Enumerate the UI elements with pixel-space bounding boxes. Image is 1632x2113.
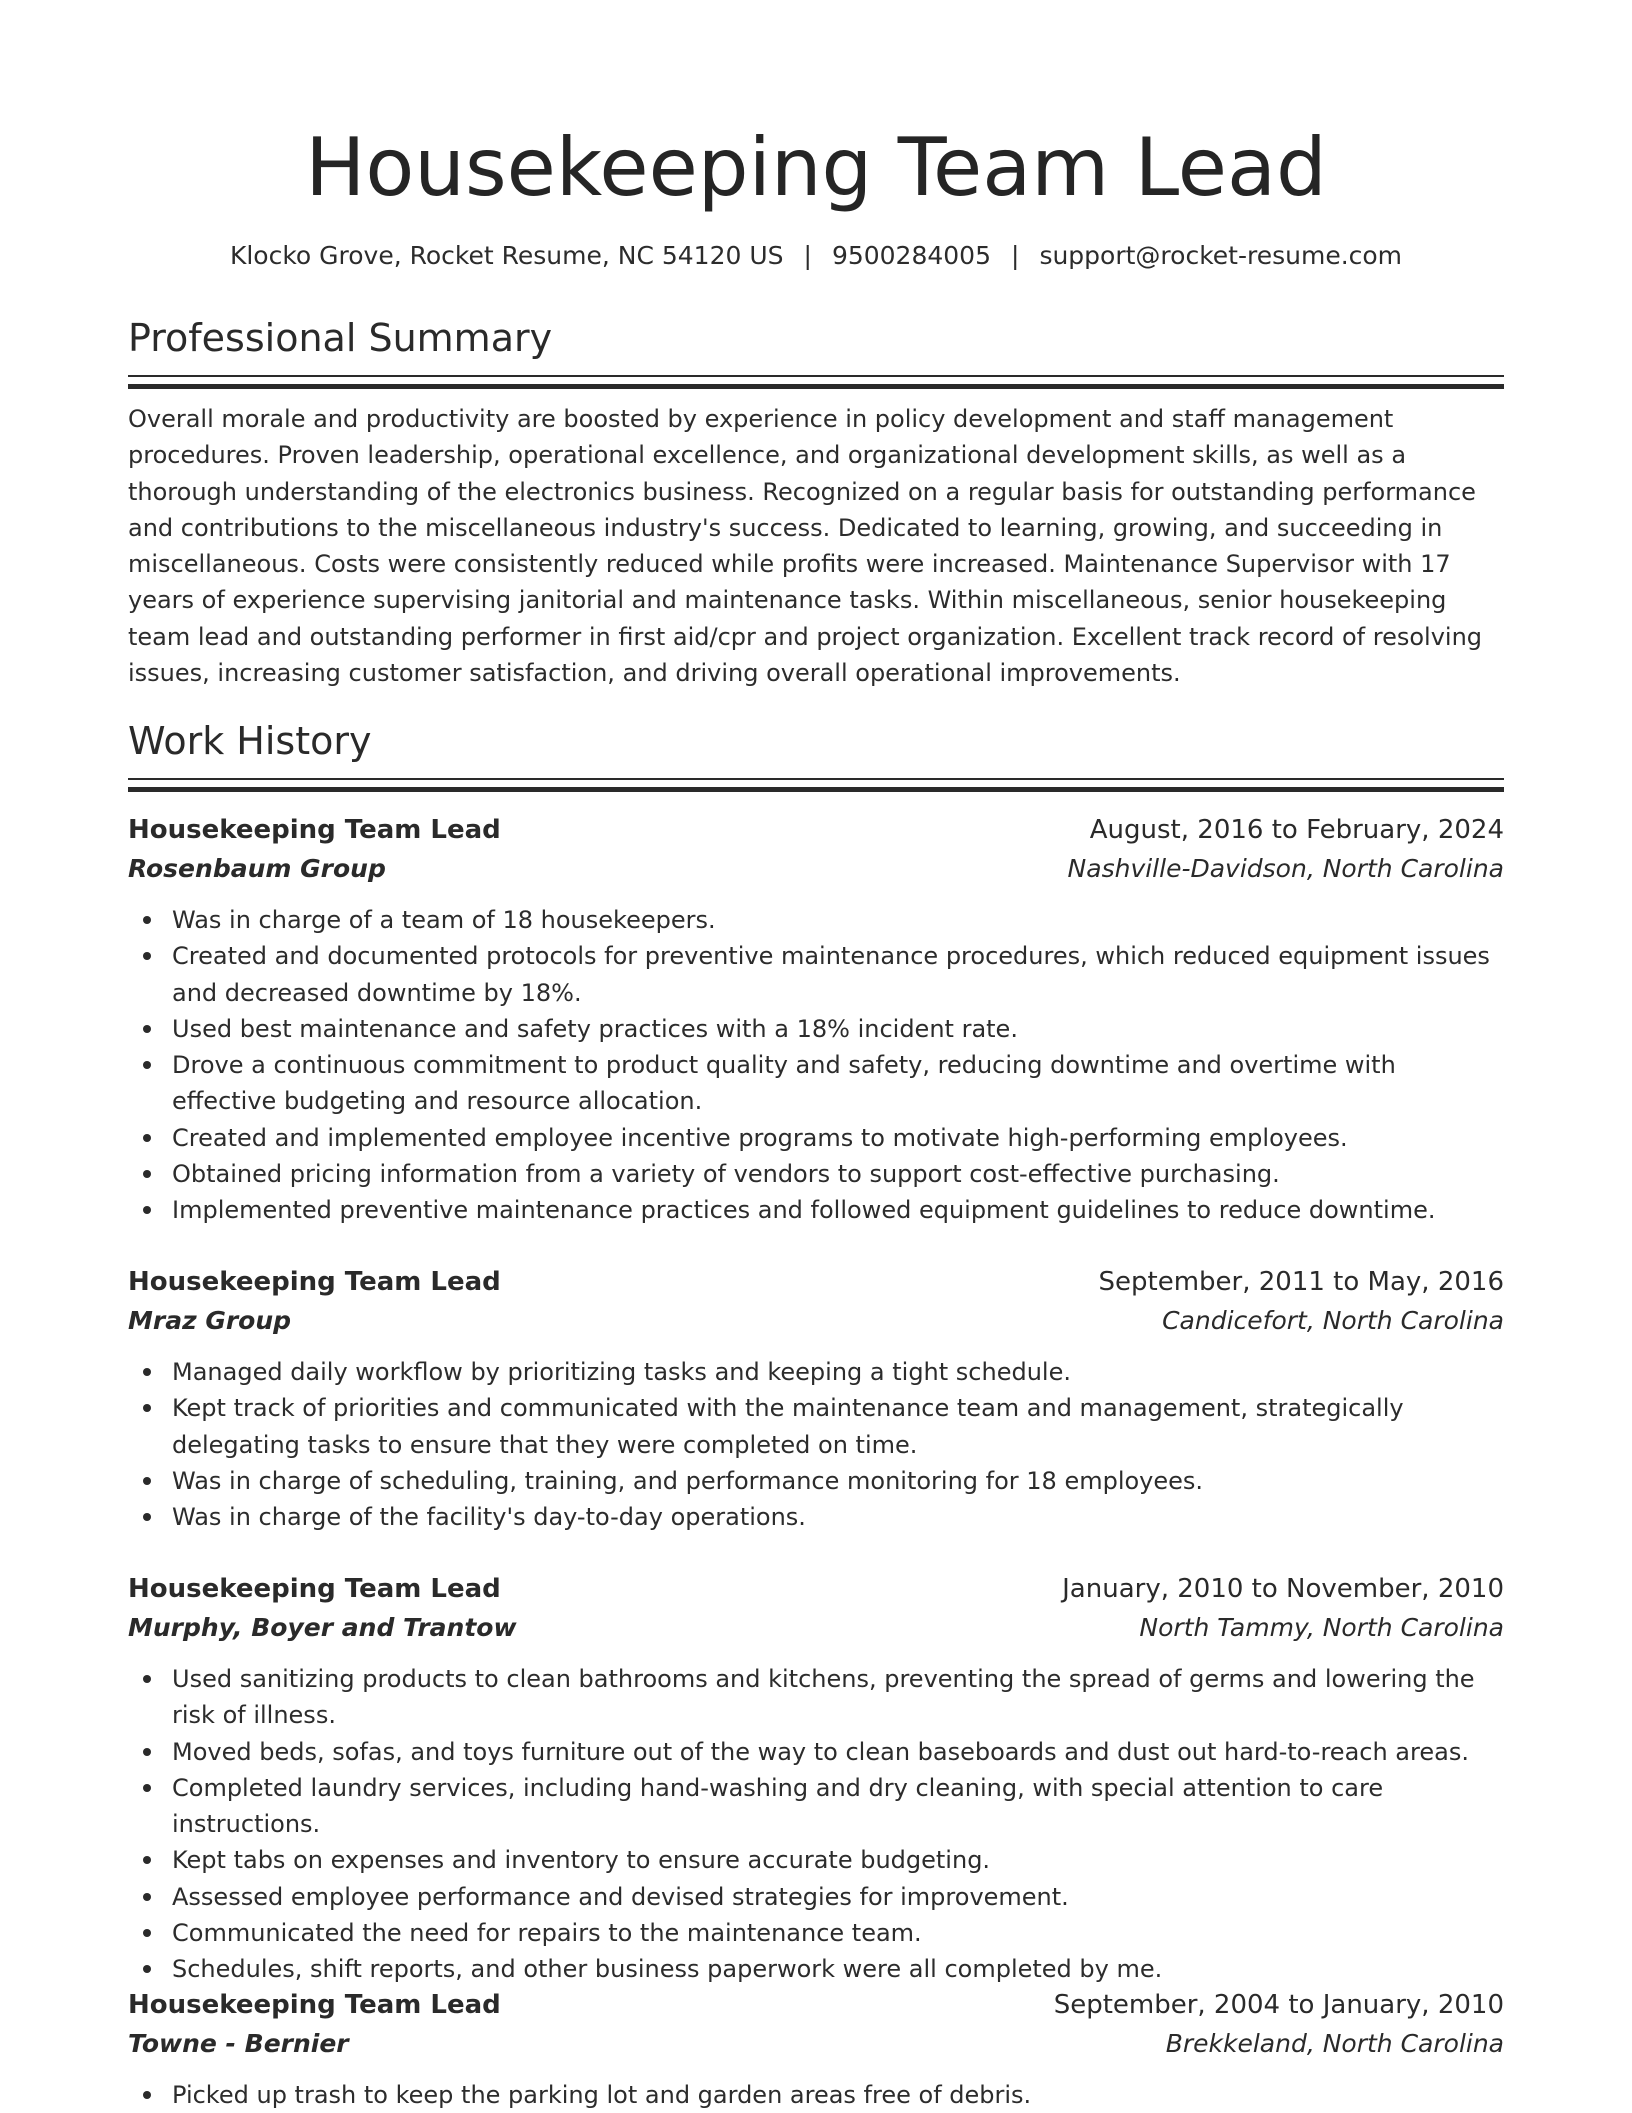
job-bullet: Was in charge of scheduling, training, and performance monitoring for 18 employees. <box>172 1463 1504 1499</box>
job-location: Brekkeland, North Carolina <box>1165 2029 1504 2058</box>
job-entry <box>128 1262 1504 1535</box>
job-bullet: Managed daily workflow by prioritizing tasks and keeping a tight schedule. <box>172 1354 1504 1390</box>
job-title: Housekeeping Team Lead <box>128 1574 501 1604</box>
job-location: North Tammy, North Carolina <box>1139 1613 1504 1642</box>
contact-address: Klocko Grove, Rocket Resume, NC 54120 US <box>229 241 784 270</box>
contact-email: support@rocket-resume.com <box>1039 241 1403 270</box>
job-bullet: Used sanitizing products to clean bathrooms and kitchens, preventing the spread of germs and lowering the risk of illness. <box>172 1661 1504 1734</box>
job-bullet: Assessed employee performance and devised strategies for improvement. <box>172 1879 1504 1915</box>
work-history-section <box>128 716 1504 792</box>
job-bullet: Kept track of priorities and communicated with the maintenance team and management, strategically delegating tasks to ensure that they were completed on time. <box>172 1390 1504 1463</box>
job-bullet: Was in charge of the facility's day-to-day operations. <box>172 1499 1504 1535</box>
section-divider <box>128 375 1504 389</box>
job-bullets <box>128 1661 1504 1988</box>
summary-section <box>128 313 1504 691</box>
job-company: Murphy, Boyer and Trantow <box>128 1613 517 1642</box>
job-dates: September, 2004 to January, 2010 <box>1053 1990 1504 2020</box>
job-title: Housekeeping Team Lead <box>128 815 501 845</box>
job-bullets <box>128 2077 1504 2113</box>
contact-separator: | <box>803 241 812 270</box>
job-bullet: Obtained pricing information from a variety of vendors to support cost-effective purchasing. <box>172 1156 1504 1192</box>
job-bullet: Picked up trash to keep the parking lot and garden areas free of debris. <box>172 2077 1504 2113</box>
job-title: Housekeeping Team Lead <box>128 1990 501 2020</box>
summary-heading: Professional Summary <box>128 316 553 360</box>
job-bullet: Implemented preventive maintenance practices and followed equipment guidelines to reduce downtime. <box>172 1192 1504 1228</box>
job-entry <box>128 810 1504 1229</box>
job-company: Rosenbaum Group <box>128 854 386 883</box>
contact-line <box>128 236 1504 276</box>
contact-separator: | <box>1011 241 1020 270</box>
job-title: Housekeeping Team Lead <box>128 1267 501 1297</box>
job-dates: August, 2016 to February, 2024 <box>1089 815 1504 845</box>
section-divider <box>128 778 1504 792</box>
job-bullets <box>128 902 1504 1229</box>
job-bullet: Moved beds, sofas, and toys furniture out of the way to clean baseboards and dust out hard-to-reach areas. <box>172 1734 1504 1770</box>
summary-text: Overall morale and productivity are boosted by experience in policy development and staff management procedures. Proven leadership, operational excellence, and organizational development skills, as well as a thorough understanding of the electronics business. Recognized on a regular basis for outstanding performance and contributions to the miscellaneous industry's success. Dedicated to learning, growing, and succeeding in miscellaneous. Costs were consistently reduced while profits were increased. Maintenance Supervisor with 17 years of experience supervising janitorial and maintenance tasks. Within miscellaneous, senior housekeeping team lead and outstanding performer in first aid/cpr and project organization. Excellent track record of resolving issues, increasing customer satisfaction, and driving overall operational improvements. <box>128 405 1483 688</box>
job-bullet: Used best maintenance and safety practices with a 18% incident rate. <box>172 1011 1504 1047</box>
job-entry <box>128 1985 1504 2113</box>
work-history-heading: Work History <box>128 719 372 763</box>
job-bullet: Completed laundry services, including hand-washing and dry cleaning, with special attention to care instructions. <box>172 1770 1504 1843</box>
job-entry <box>128 1569 1504 1988</box>
job-location: Candicefort, North Carolina <box>1162 1306 1504 1335</box>
job-bullet: Schedules, shift reports, and other business paperwork were all completed by me. <box>172 1951 1504 1987</box>
job-bullet: Was in charge of a team of 18 housekeepers. <box>172 902 1504 938</box>
job-bullets <box>128 1354 1504 1535</box>
job-bullet: Created and implemented employee incentive programs to motivate high-performing employees. <box>172 1120 1504 1156</box>
job-company: Mraz Group <box>128 1306 292 1335</box>
job-bullet: Created and documented protocols for preventive maintenance procedures, which reduced equipment issues and decreased downtime by 18%. <box>172 938 1504 1011</box>
job-bullet: Drove a continuous commitment to product quality and safety, reducing downtime and overtime with effective budgeting and resource allocation. <box>172 1047 1504 1120</box>
resume-name: Housekeeping Team Lead <box>305 121 1327 214</box>
job-bullet: Kept tabs on expenses and inventory to ensure accurate budgeting. <box>172 1842 1504 1878</box>
job-bullet: Communicated the need for repairs to the maintenance team. <box>172 1915 1504 1951</box>
job-dates: September, 2011 to May, 2016 <box>1098 1267 1504 1297</box>
contact-phone: 9500284005 <box>831 241 991 270</box>
job-dates: January, 2010 to November, 2010 <box>1062 1574 1504 1604</box>
job-location: Nashville-Davidson, North Carolina <box>1067 854 1504 883</box>
job-company: Towne - Bernier <box>128 2029 349 2058</box>
